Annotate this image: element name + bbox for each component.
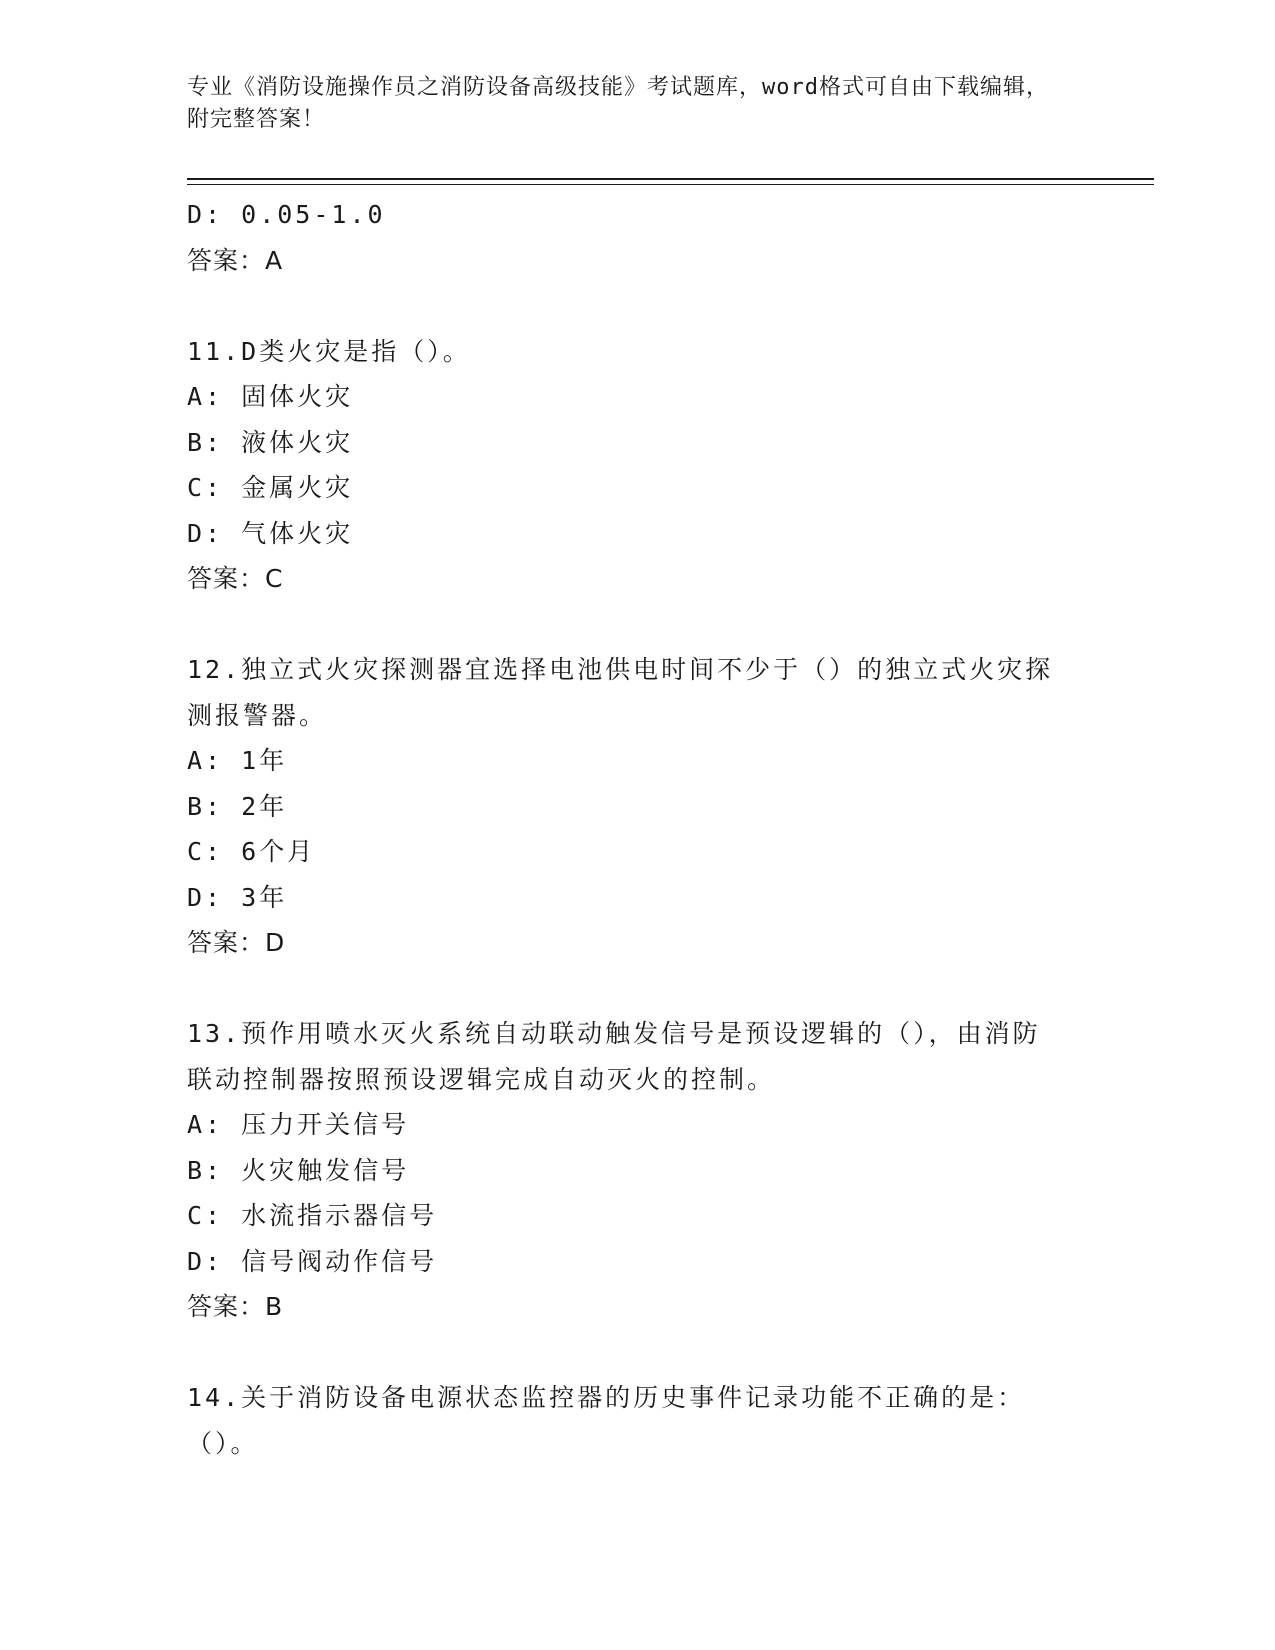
question-14	[187, 1375, 1087, 1466]
option-a: A: 固体火灾	[187, 382, 354, 411]
option-b: B: 2年	[187, 791, 288, 821]
spacer	[187, 283, 1087, 329]
question-list	[187, 192, 1087, 1466]
question-11	[187, 329, 1087, 602]
answer: 答案：B	[187, 1292, 284, 1321]
question-text: 14.关于消防设备电源状态监控器的历史事件记录功能不正确的是：（）。	[187, 1383, 1026, 1458]
carryover-option-d: D: 0.05-1.0	[187, 200, 386, 229]
option-a: A: 1年	[187, 746, 288, 775]
option-a: A: 压力开关信号	[187, 1110, 410, 1139]
header-divider-thick	[187, 178, 1154, 180]
spacer	[187, 1330, 1087, 1376]
carryover-answer: 答案：A	[187, 245, 284, 275]
option-c: C: 金属火灾	[187, 473, 354, 502]
option-d: D: 信号阀动作信号	[187, 1246, 438, 1276]
option-b: B: 火灾触发信号	[187, 1155, 410, 1185]
question-text: 13.预作用喷水灭火系统自动联动触发信号是预设逻辑的（），由消防联动控制器按照预设逻辑完成自动灭火的控制。	[187, 1019, 1041, 1094]
option-d: D: 3年	[187, 882, 288, 912]
spacer	[187, 966, 1087, 1012]
spacer	[187, 602, 1087, 648]
question-13	[187, 1011, 1087, 1330]
page-header: 专业《消防设施操作员之消防设备高级技能》考试题库，word格式可自由下载编辑，附完整答案！	[187, 75, 1049, 132]
header-divider-thin	[187, 184, 1154, 185]
question-text: 11.D类火灾是指（）。	[187, 336, 471, 366]
question-12	[187, 647, 1087, 966]
question-text: 12.独立式火灾探测器宜选择电池供电时间不少于（）的独立式火灾探测报警器。	[187, 655, 1054, 730]
option-c: C: 水流指示器信号	[187, 1201, 438, 1230]
answer: 答案：D	[187, 928, 286, 957]
option-b: B: 液体火灾	[187, 427, 354, 457]
answer: 答案：C	[187, 564, 284, 593]
option-c: C: 6个月	[187, 837, 316, 866]
option-d: D: 气体火灾	[187, 518, 354, 548]
